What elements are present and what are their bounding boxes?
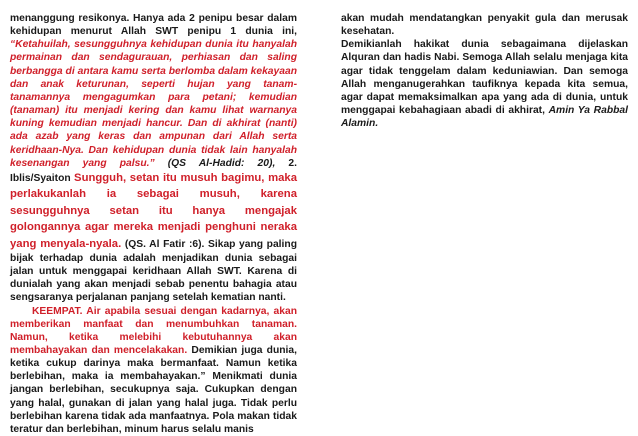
paragraph-kesehatan: akan mudah mendatangkan penyakit gula dan merusak kesehatan. xyxy=(341,13,628,38)
intro-text: menanggung resikonya. Hanya ada 2 penipu besar dalam kehidupan menurut Allah SWT penipu 1 dunia ini, xyxy=(10,13,297,38)
paragraph-hakikat-dunia xyxy=(341,38,628,130)
paragraph-dunia-penipu xyxy=(10,12,297,305)
sikap-text: (QS. Al Fatir :6). Sikap yang paling bijak terhadap dunia adalah menjadikan dunia sebagai jalan untuk menggapai keridhaan Allah SWT. Karena di dunialah yang akan menjadi sebab penentu bahagia atau sengsaranya perjalanan panjang setelah kematian nanti. xyxy=(10,238,297,304)
right-column xyxy=(341,12,628,130)
keempat-text: Demikian juga dunia, ketika cukup darinya maka bermanfaat. Namun ketika berlebihan, maka ia membahayakan.” Menikmati dunia jangan berlebihan, secukupnya saja. Cukupkan dengan yang halal, gunakan di jalan yang halal juga. Tidak perlu berlebihan karena tidak ada manfaatnya. Pola makan tidak teratur dan berlebihan, minum harus selalu manis xyxy=(10,345,297,435)
quran-quote-al-hadid: “Ketahuilah, sesungguhnya kehidupan dunia itu hanyalah permainan dan sendagurauan, perhiasan dan saling berbangga di antara kamu serta berlomba dalam kekayaan dan anak keturunan, seperti hujan yang tanam-tanamannya mengagumkan para petani; kemudian (tanaman) itu menjadi kering dan kamu lihat warnanya kuning kemudian menjadi hancur. Dan di akhirat (nanti) ada azab yang keras dan ampunan dari Allah serta keridhaan-Nya. Dan kehidupan dunia tidak lain hanyalah kesenangan yang palsu.” xyxy=(10,39,297,169)
quote-reference-al-hadid: (QS Al-Hadid: 20), xyxy=(154,157,276,169)
left-column xyxy=(10,12,297,436)
closing-doa: Amin Ya Rabbal Alamin. xyxy=(341,105,628,130)
paragraph-keempat xyxy=(10,305,297,436)
keempat-heading: KEEMPAT. Air apabila sesuai dengan kadarnya, akan memberikan manfaat dan menumbuhkan tanaman. Namun, ketika melebihi kebutuhannya akan membahayakan dan mencelakakan. xyxy=(10,305,297,356)
iblis-text: 2. Iblis/Syaiton xyxy=(10,157,297,184)
quran-quote-al-fatir: Sungguh, setan itu musuh bagimu, maka perlakukanlah ia sebagai musuh, karena sesungguhnya setan itu hanya mengajak golongannya agar mereka menjadi penghuni neraka yang menyala-nyala. xyxy=(10,171,298,250)
hakikat-text: Demikianlah hakikat dunia sebagaimana dijelaskan Alquran dan hadis Nabi. Semoga Allah selalu menjaga kita agar tidak tenggelam dalam keduniawian. Dan semoga Allah menganugerahkan taufiknya kepada kita semua, agar dapat memaksimalkan apa yang ada di dunia, untuk menggapai kebahagiaan abadi di akhirat, xyxy=(341,39,628,117)
